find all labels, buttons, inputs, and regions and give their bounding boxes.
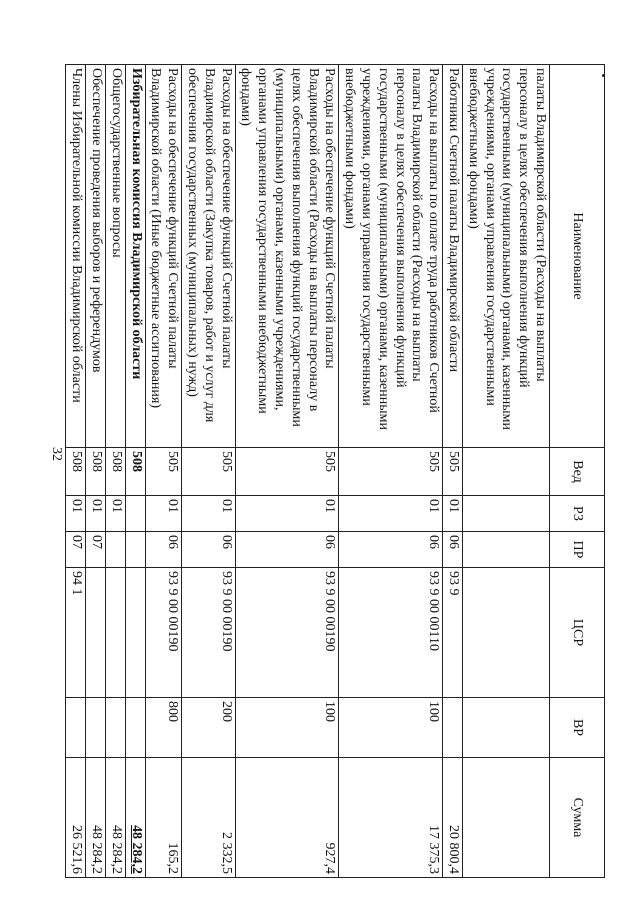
cell-pr: 07	[86, 532, 106, 568]
header-csr: ЦСР	[550, 568, 605, 698]
cell-vr: 200	[182, 698, 235, 758]
cell-name: Избирательная комиссия Владимирской области	[125, 65, 145, 448]
cell-name: Обеспечение проведения выборов и референдумов	[86, 65, 106, 448]
cell-vr	[86, 698, 106, 758]
cell-ved: 505	[182, 448, 235, 496]
cell-ved: 505	[339, 448, 443, 496]
cell-name: Общегосударственные вопросы	[106, 65, 126, 448]
cell-rz: 01	[86, 496, 106, 532]
cell-rz: 01	[443, 496, 463, 532]
cell-sum: 48 284,2	[125, 758, 145, 878]
cell-sum: 165,2	[145, 758, 182, 878]
header-sum: Сумма	[550, 758, 605, 878]
cell-csr	[86, 568, 106, 698]
header-name: Наименование	[550, 65, 605, 448]
header-rz: РЗ	[550, 496, 605, 532]
cell-pr: 07	[66, 532, 86, 568]
cell-ved: 508	[125, 448, 145, 496]
cell-vr	[125, 698, 145, 758]
cell-vr	[443, 698, 463, 758]
cell-csr: 94 1	[66, 568, 86, 698]
cell-pr: 06	[145, 532, 182, 568]
cell-sum: 26 521,6	[66, 758, 86, 878]
cell-csr: 93 9 00 00190	[235, 568, 339, 698]
table-header-row	[550, 65, 605, 878]
cell-ved: 505	[443, 448, 463, 496]
cell-rz	[463, 496, 550, 532]
cell-csr	[463, 568, 550, 698]
cell-vr: 100	[235, 698, 339, 758]
cell-ved: 508	[106, 448, 126, 496]
cell-pr: 06	[443, 532, 463, 568]
cell-name: Расходы на выплаты по оплате труда работников Счетной палаты Владимирской области (Расходы на выплаты персоналу в целях обеспечения выполнения функций государственными (муниципальными) органами, казенными учреждениями, органами управления государственными внебюджетными фондами)	[339, 65, 443, 448]
table-row	[145, 65, 182, 878]
cell-sum: 2 332,5	[182, 758, 235, 878]
cell-csr: 93 9 00 00110	[339, 568, 443, 698]
table-row	[125, 65, 145, 878]
cell-name: Работники Счетной палаты Владимирской области	[443, 65, 463, 448]
cell-sum: 20 800,4	[443, 758, 463, 878]
table-row	[182, 65, 235, 878]
table-row	[443, 65, 463, 878]
header-vr: ВР	[550, 698, 605, 758]
cell-pr	[125, 532, 145, 568]
cell-ved: 508	[86, 448, 106, 496]
cell-sum: 48 284,2	[106, 758, 126, 878]
cell-name: Расходы на обеспечение функций Счетной палаты Владимирской области (Расходы на выплаты персоналу в целях обеспечения выполнения функций государственными (муниципальными) органами, казенными учреждениями, органами управления государственными внебюджетными фондами)	[235, 65, 339, 448]
cell-rz: 01	[339, 496, 443, 532]
cell-vr: 800	[145, 698, 182, 758]
table-row	[235, 65, 339, 878]
cell-csr: 93 9 00 00190	[182, 568, 235, 698]
cell-name: Расходы на обеспечение функций Счетной палаты Владимирской области (Закупка товаров, работ и услуг для обеспечения государственных (муниципальных) нужд)	[182, 65, 235, 448]
cell-sum: 48 284,2	[86, 758, 106, 878]
cell-csr	[106, 568, 126, 698]
cell-pr: 06	[182, 532, 235, 568]
cell-ved: 508	[66, 448, 86, 496]
header-pr: ПР	[550, 532, 605, 568]
cell-name: Члены Избирательной комиссии Владимирской области	[66, 65, 86, 448]
cell-name: палаты Владимирской области (Расходы на выплаты персоналу в целях обеспечения выполнения функций государственными (муниципальными) органами, казенными учреждениями, органами управления государственными внебюджетными фондами)	[463, 65, 550, 448]
cell-sum	[463, 758, 550, 878]
table-row	[66, 65, 86, 878]
cell-ved	[463, 448, 550, 496]
table-row	[106, 65, 126, 878]
cell-pr: 06	[339, 532, 443, 568]
cell-vr	[66, 698, 86, 758]
table-row	[86, 65, 106, 878]
cell-ved: 505	[235, 448, 339, 496]
cell-rz: 01	[145, 496, 182, 532]
budget-table-container	[69, 64, 605, 877]
table-row	[339, 65, 443, 878]
cell-vr: 100	[339, 698, 443, 758]
cell-vr	[106, 698, 126, 758]
header-ved: Вед	[550, 448, 605, 496]
cell-csr	[125, 568, 145, 698]
budget-table	[65, 64, 605, 878]
table-row	[463, 65, 550, 878]
cell-vr	[463, 698, 550, 758]
page-number: 32	[49, 447, 64, 461]
cell-pr: 06	[235, 532, 339, 568]
cell-rz: 01	[182, 496, 235, 532]
cell-rz: 01	[235, 496, 339, 532]
cell-rz: 01	[66, 496, 86, 532]
cell-rz: 01	[106, 496, 126, 532]
cell-sum: 17 375,3	[339, 758, 443, 878]
cell-ved: 505	[145, 448, 182, 496]
cell-pr	[106, 532, 126, 568]
cell-csr: 93 9	[443, 568, 463, 698]
cell-csr: 93 9 00 00190	[145, 568, 182, 698]
cell-name: Расходы на обеспечение функций Счетной палаты Владимирской области (Иные бюджетные ассигнования)	[145, 65, 182, 448]
cell-sum: 927,4	[235, 758, 339, 878]
cell-pr	[463, 532, 550, 568]
cell-rz	[125, 496, 145, 532]
